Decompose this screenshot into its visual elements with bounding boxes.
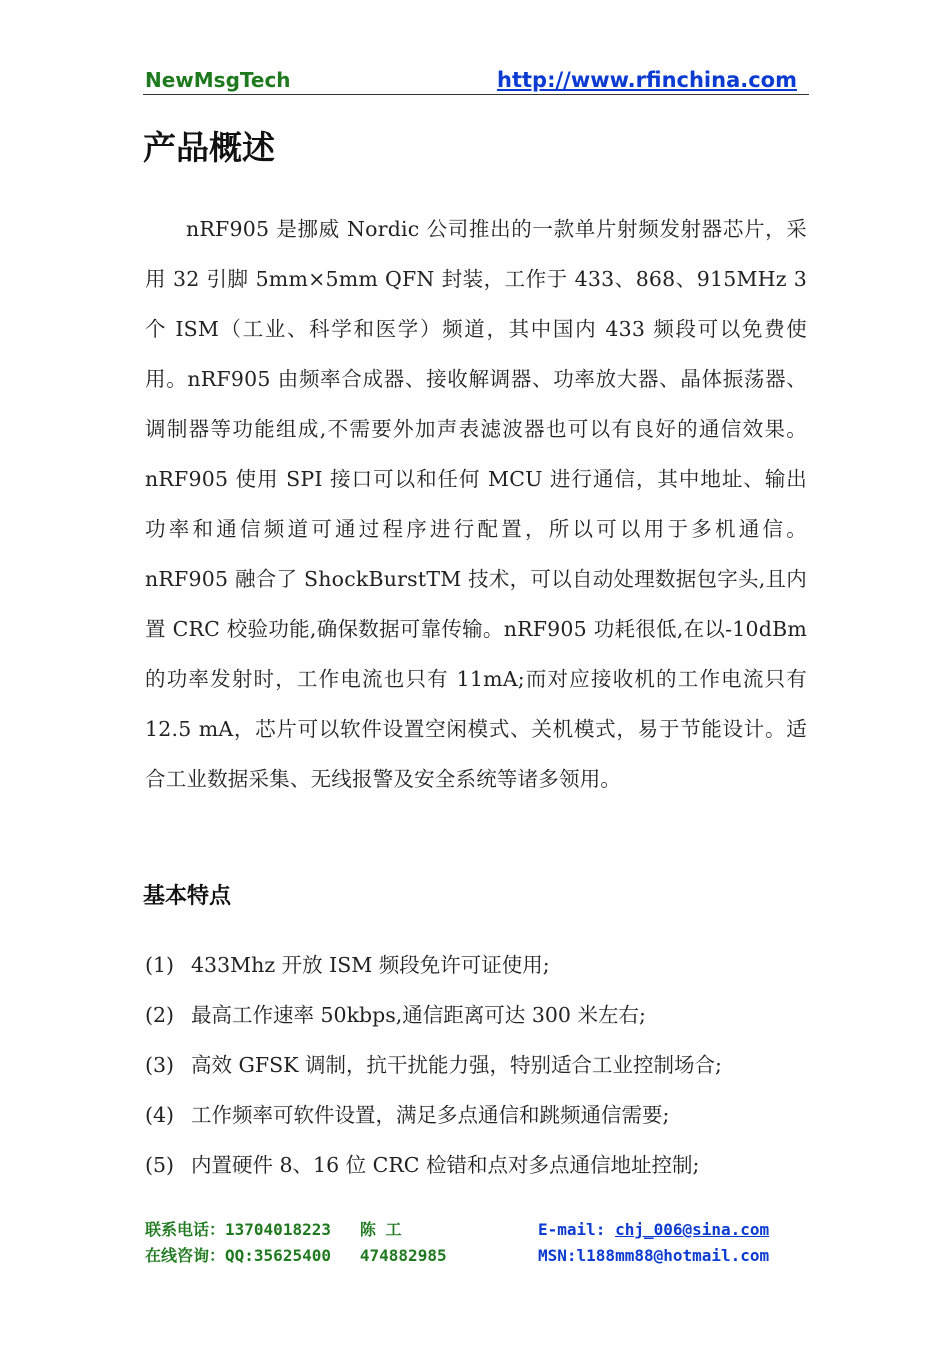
feature-text: 高效 GFSK 调制，抗干扰能力强，特别适合工业控制场合;	[191, 1053, 722, 1077]
feature-item	[145, 1090, 810, 1140]
feature-number: (4)	[145, 1103, 175, 1127]
intro-paragraph: nRF905 是挪威 Nordic 公司推出的一款单片射频发射器芯片，采用 32 引脚 5mm×5mm QFN 封装，工作于 433、868、915MHz 3 个 ISM（工业、科学和医学）频道，其中国内 433 频段可以免费使用。nRF905 由频率合成器、接收解调器、功率放大器、晶体振荡器、调制器等功能组成,不需要外加声表滤波器也可以有良好的通信效果。nRF905 使用 SPI 接口可以和任何 MCU 进行通信，其中地址、输出功率和通信频道可通过程序进行配置，所以可以用于多机通信。nRF905 融合了 ShockBurstTM 技术，可以自动处理数据包字头,且内置 CRC 校验功能,确保数据可靠传输。nRF905 功耗很低,在以-10dBm 的功率发射时，工作电流也只有 11mA;而对应接收机的工作电流只有 12.5 mA，芯片可以软件设置空闲模式、关机模式，易于节能设计。适合工业数据采集、无线报警及安全系统等诸多领用。	[145, 217, 807, 791]
feature-text: 内置硬件 8、16 位 CRC 检错和点对多点通信地址控制;	[191, 1153, 700, 1177]
contact-name: 陈 工	[359, 1220, 402, 1239]
feature-text: 433Mhz 开放 ISM 频段免许可证使用;	[191, 953, 550, 977]
feature-text: 最高工作速率 50kbps,通信距离可达 300 米左右;	[191, 1003, 646, 1027]
feature-number: (2)	[145, 1003, 175, 1027]
feature-text: 工作频率可软件设置，满足多点通信和跳频通信需要;	[191, 1103, 670, 1127]
msn-address: MSN:l188mm88@hotmail.com	[538, 1246, 770, 1265]
feature-number: (1)	[145, 953, 175, 977]
features-list	[145, 940, 810, 1190]
website-link[interactable]: http://www.rfinchina.com	[497, 68, 797, 92]
page-header	[143, 66, 809, 95]
feature-number: (3)	[145, 1053, 175, 1077]
email-label: E-mail:	[538, 1220, 616, 1239]
feature-item	[145, 990, 810, 1040]
feature-item	[145, 1040, 810, 1090]
feature-item	[145, 1140, 810, 1190]
page-footer	[143, 1217, 803, 1269]
features-heading: 基本特点	[143, 884, 232, 909]
phone-label: 联系电话：	[145, 1220, 226, 1239]
brand-name: NewMsgTech	[145, 68, 291, 92]
page-title: 产品概述	[143, 128, 275, 167]
footer-contact	[145, 1217, 447, 1269]
qq-number-2: 474882985	[359, 1246, 447, 1265]
feature-item	[145, 940, 810, 990]
consult-label: 在线咨询：	[145, 1246, 226, 1265]
feature-number: (5)	[145, 1153, 175, 1177]
phone-number: 13704018223	[225, 1220, 331, 1239]
footer-online	[538, 1217, 769, 1269]
email-link[interactable]: chj_006@sina.com	[615, 1220, 770, 1239]
qq-number: QQ:35625400	[225, 1246, 331, 1265]
